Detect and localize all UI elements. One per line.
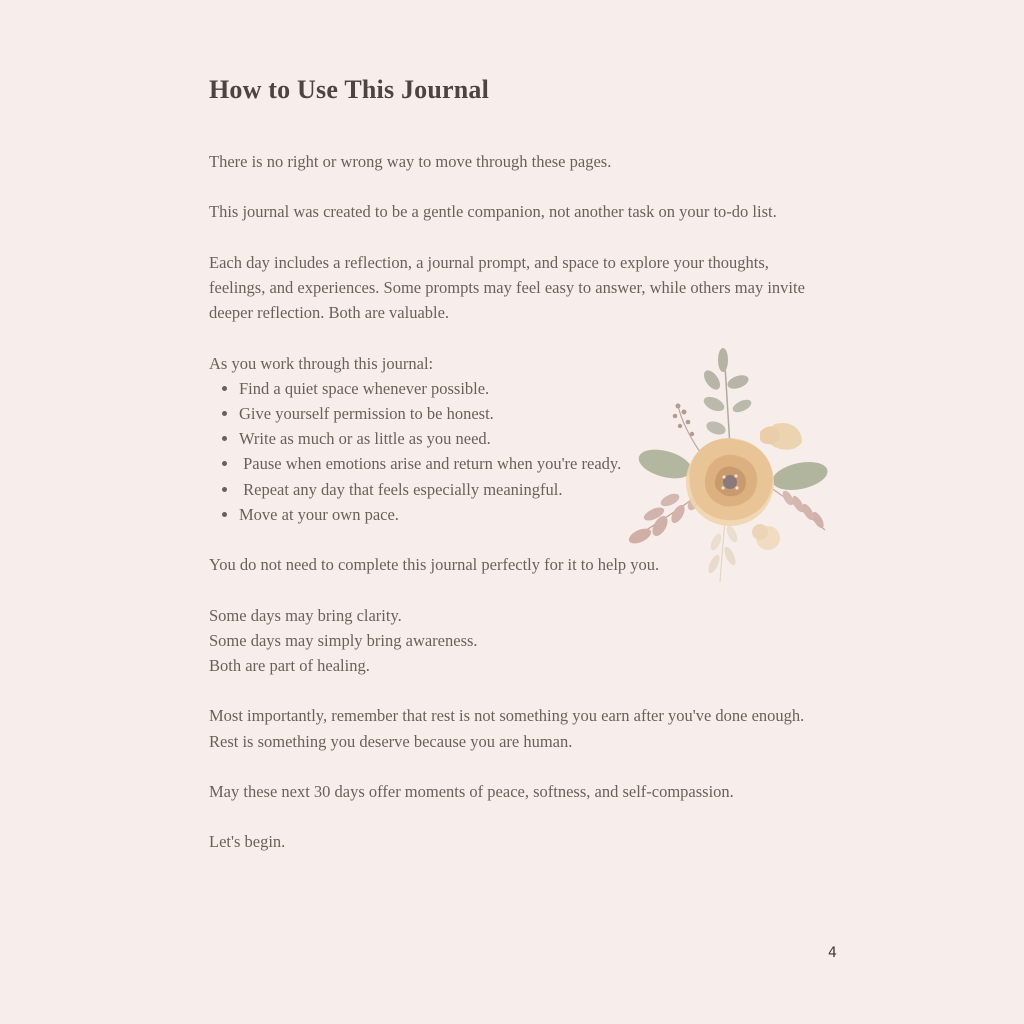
- list-item: • Write as much or as little as you need.: [239, 426, 809, 451]
- paragraph-blessing: May these next 30 days offer moments of peace, softness, and self-compassion.: [209, 781, 734, 801]
- text-line: Some days may bring clarity.: [209, 605, 402, 625]
- text-line: Both are part of healing.: [209, 655, 370, 675]
- list-item: • Find a quiet space whenever possible.: [239, 376, 809, 401]
- list-item: • Move at your own pace.: [239, 502, 809, 527]
- paragraph-perfection: You do not need to complete this journal perfectly for it to help you.: [209, 555, 660, 575]
- list-item: • Give yourself permission to be honest.: [239, 401, 809, 426]
- list-item: • Pause when emotions arise and return when you're ready.: [239, 451, 809, 476]
- paragraph-closing: Let's begin.: [209, 832, 286, 852]
- floral-bouquet-icon: [620, 342, 835, 587]
- list-item: • Repeat any day that feels especially meaningful.: [239, 477, 809, 502]
- text-line: Some days may simply bring awareness.: [209, 630, 478, 650]
- page-number: 4: [828, 945, 837, 961]
- text-line: Most importantly, remember that rest is not something you earn after you've done enough.: [209, 706, 805, 726]
- paragraph-intro: There is no right or wrong way to move through these pages.: [209, 152, 612, 171]
- list-intro: As you work through this journal:: [209, 353, 434, 373]
- page-title: How to Use This Journal: [209, 75, 490, 104]
- paragraph-daily-structure: Each day includes a reflection, a journal prompt, and space to explore your thoughts, feelings, and experiences. Some prompts may feel easy to answer, while others may invite deeper reflection. Both are valuable.: [209, 252, 805, 323]
- paragraph-healing: [209, 603, 809, 679]
- text-line: Rest is something you deserve because you are human.: [209, 731, 573, 751]
- paragraph-rest: [209, 703, 809, 753]
- paragraph-companion: This journal was created to be a gentle companion, not another task on your to-do list.: [209, 202, 777, 222]
